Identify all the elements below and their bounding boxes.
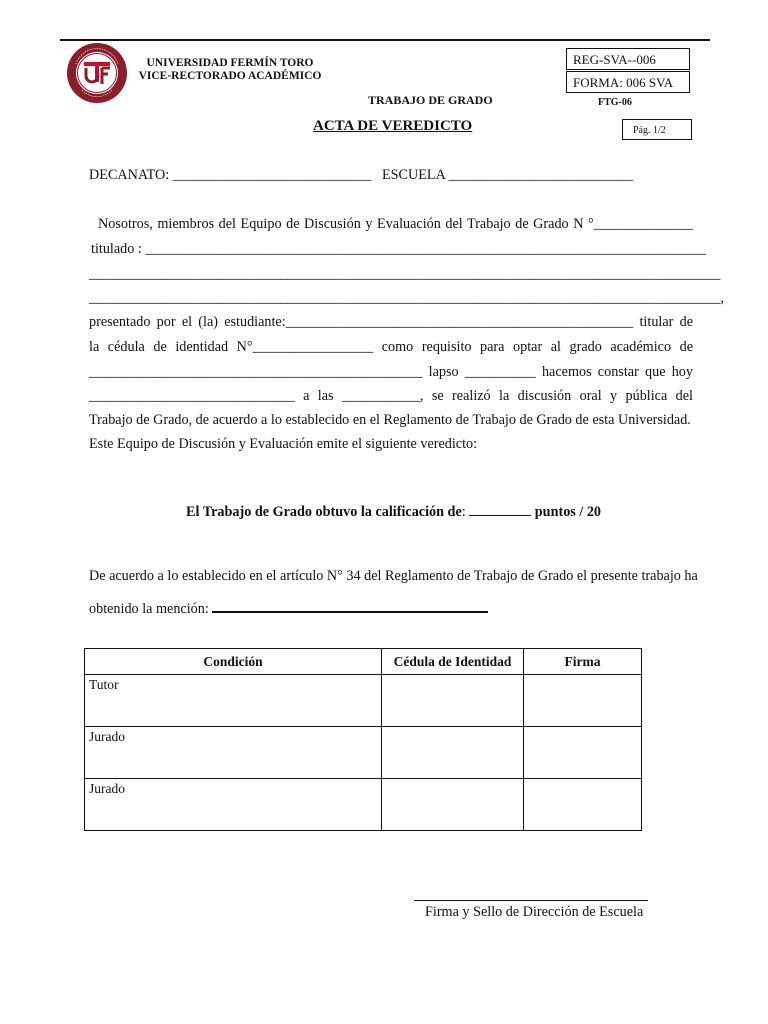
body-line-1: Nosotros, miembros del Equipo de Discusión y Evaluación del Trabajo de Grado N °______________	[98, 216, 693, 232]
mencion-line	[89, 599, 488, 618]
ftg-code: FTG-06	[598, 97, 632, 108]
mencion-label: obtenido la mención:	[89, 601, 213, 617]
calificacion-blank[interactable]	[469, 501, 531, 516]
mencion-blank[interactable]	[212, 599, 488, 613]
body-line-9: Trabajo de Grado, de acuerdo a lo establecido en el Reglamento de Trabajo de Grado de esta Universidad.	[89, 412, 691, 428]
trabajo-de-grado-heading: TRABAJO DE GRADO	[368, 93, 493, 107]
header-firma: Firma	[524, 649, 642, 675]
calificacion-colon: :	[461, 504, 466, 520]
vice-rectorado: VICE-RECTORADO ACADÉMICO	[138, 70, 322, 82]
firma-cell[interactable]	[524, 675, 642, 727]
header-rule	[60, 39, 710, 41]
body-line-8: _____________________________ a las ___________, se realizó la discusión oral y pública del	[89, 388, 693, 404]
condicion-cell: Tutor	[85, 675, 382, 727]
document-title: ACTA DE VEREDICTO	[313, 118, 473, 134]
articulo-line: De acuerdo a lo establecido en el artículo N° 34 del Reglamento de Trabajo de Grado el presente trabajo ha	[89, 568, 698, 584]
decanato-escuela-line: DECANATO: ____________________________ ESCUELA __________________________	[89, 167, 633, 183]
calificacion-suffix: puntos / 20	[531, 504, 602, 520]
condicion-cell: Jurado	[85, 779, 382, 831]
cedula-cell[interactable]	[382, 675, 524, 727]
forma-code-box: FORMA: 006 SVA	[566, 71, 690, 93]
body-line-4: _________________________________________________________________________________________,	[89, 290, 724, 306]
table-header-row	[85, 649, 642, 675]
firma-cell[interactable]	[524, 727, 642, 779]
body-line-5: presentado por el (la) estudiante:_________________________________________________ titular de	[89, 314, 693, 330]
cedula-cell[interactable]	[382, 779, 524, 831]
calificacion-line	[186, 501, 601, 521]
signatures-table	[84, 648, 642, 831]
condicion-cell: Jurado	[85, 727, 382, 779]
signature-line	[414, 900, 648, 901]
university-seal-logo	[66, 42, 128, 104]
body-line-10: Este Equipo de Discusión y Evaluación emite el siguiente veredicto:	[89, 436, 478, 452]
table-row	[85, 779, 642, 831]
body-line-7: _______________________________________________ lapso __________ hacemos constar que hoy	[89, 364, 693, 380]
header-cedula: Cédula de Identidad	[382, 649, 524, 675]
reg-code-box: REG-SVA--006	[566, 48, 690, 70]
firma-cell[interactable]	[524, 779, 642, 831]
body-line-6: la cédula de identidad N°_________________ como requisito para optar al grado académico de	[89, 339, 693, 355]
page-number-box: Pág. 1/2	[622, 119, 692, 140]
calificacion-label: El Trabajo de Grado obtuvo la calificación de	[186, 504, 462, 520]
university-name: UNIVERSIDAD FERMÍN TORO	[146, 57, 314, 69]
cedula-cell[interactable]	[382, 727, 524, 779]
university-name-block	[130, 57, 330, 83]
body-line-3: _________________________________________________________________________________________	[89, 266, 721, 282]
table-row	[85, 675, 642, 727]
signature-label: Firma y Sello de Dirección de Escuela	[425, 904, 644, 920]
header-condicion: Condición	[85, 649, 382, 675]
body-line-2: titulado : _______________________________________________________________________________	[91, 241, 706, 257]
table-row	[85, 727, 642, 779]
